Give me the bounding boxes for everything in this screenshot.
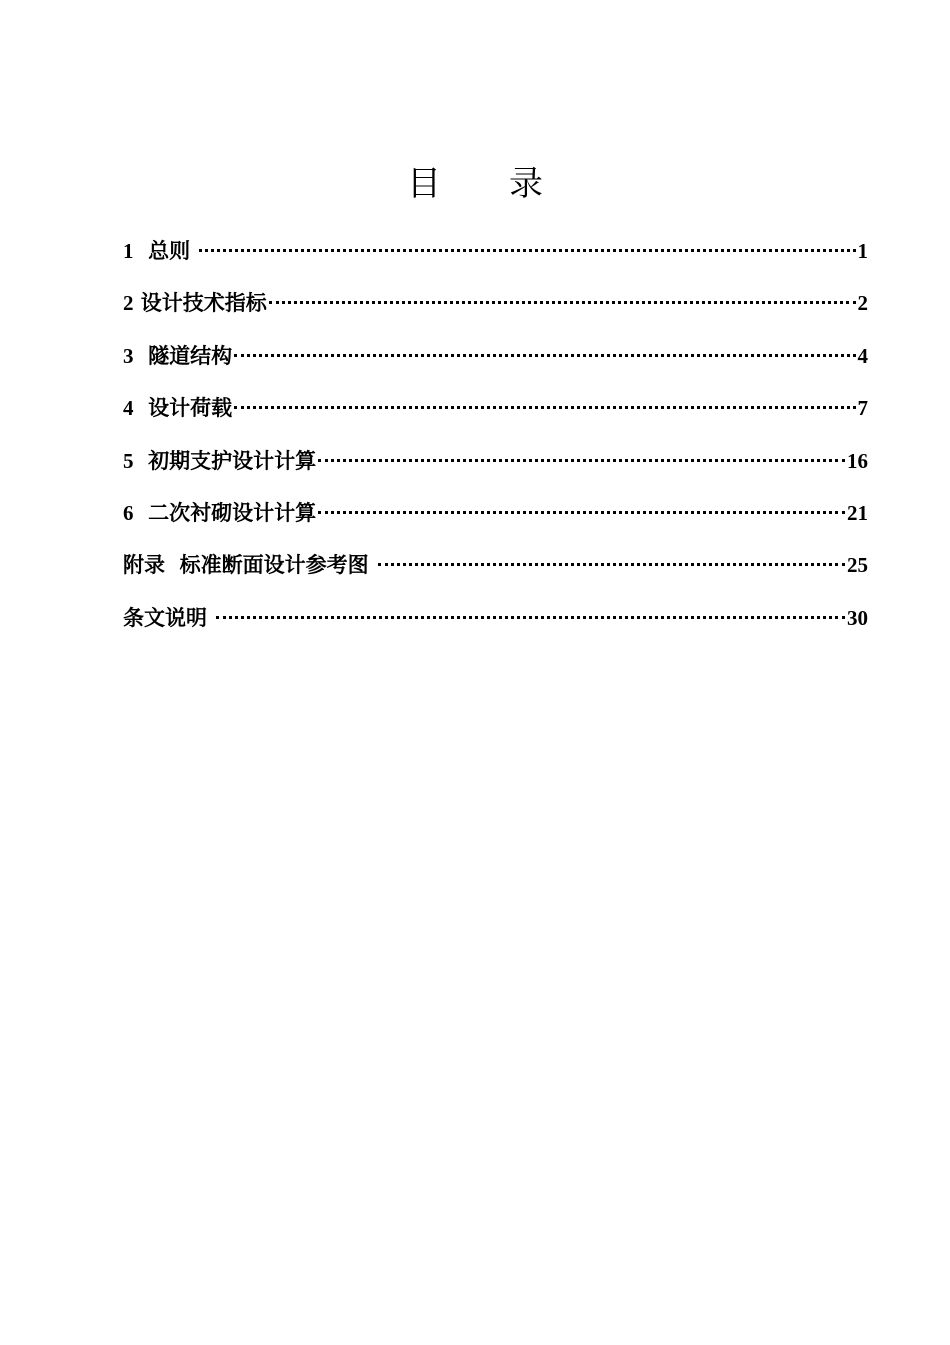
table-of-contents [123,231,868,650]
toc-page-number: 1 [857,239,868,263]
toc-entry[interactable] [123,598,868,650]
dot-leader [318,511,845,514]
toc-entry-label: 5 初期支护设计计算 [123,448,317,473]
toc-entry[interactable] [123,336,868,388]
toc-entry[interactable] [123,441,868,493]
toc-entry-label: 条文说明 [123,605,215,630]
dot-leader [199,249,855,252]
toc-entry-label: 1 总则 [123,239,198,263]
dot-leader [269,301,856,304]
toc-entry-label: 2 设计技术指标 [123,291,267,316]
toc-page-number: 7 [857,396,868,421]
toc-entry[interactable] [123,493,868,545]
toc-page-number: 4 [857,343,868,368]
page-title: 目 录 [407,164,543,204]
toc-page-number: 2 [857,291,868,316]
toc-page-number: 21 [847,500,868,525]
dot-leader [234,354,855,357]
toc-entry[interactable] [123,283,868,335]
dot-leader [318,459,845,462]
dot-leader [378,563,845,566]
toc-entry-label: 附录 标准断面设计参考图 [123,553,376,578]
toc-page-number: 25 [847,553,868,578]
toc-entry[interactable] [123,388,868,440]
dot-leader [234,406,855,409]
toc-entry-label: 4 设计荷载 [123,396,233,421]
toc-entry[interactable] [123,545,868,597]
dot-leader [216,616,845,619]
toc-page-number: 30 [847,605,868,630]
toc-page-number: 16 [847,448,868,473]
toc-entry-label: 6 二次衬砌设计计算 [123,500,317,525]
toc-entry-label: 3 隧道结构 [123,343,233,368]
toc-entry[interactable] [123,231,868,283]
